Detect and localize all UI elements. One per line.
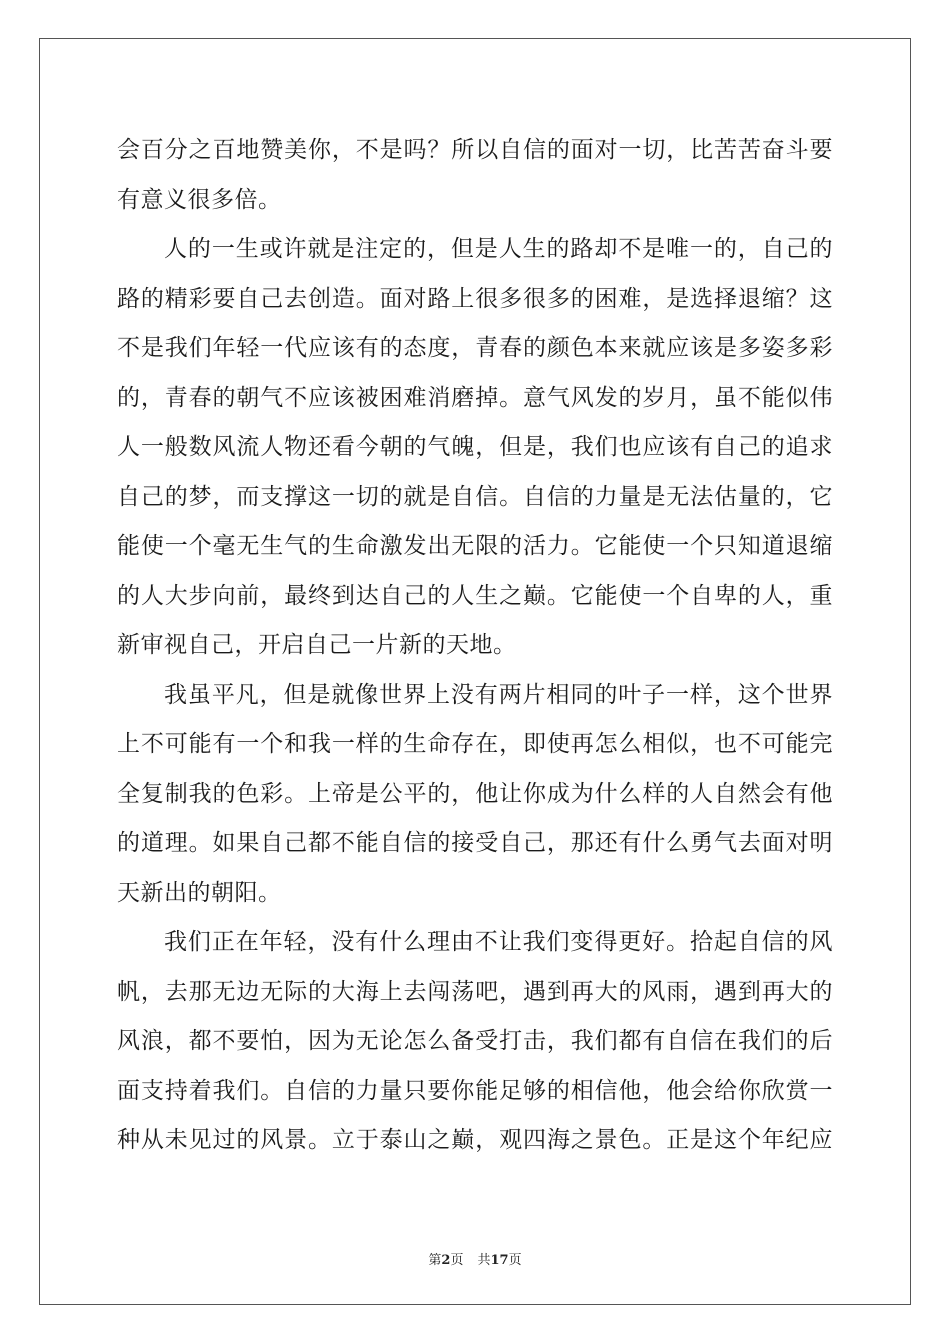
text-line: 风浪，都不要怕，因为无论怎么备受打击，我们都有自信在我们的后 bbox=[117, 1028, 833, 1054]
text-line: 面支持着我们。自信的力量只要你能足够的相信他，他会给你欣赏一 bbox=[117, 1077, 833, 1104]
text-line: 我虽平凡，但是就像世界上没有两片相同的叶子一样，这个世界 bbox=[164, 681, 833, 708]
text-line: 我们正在年轻，没有什么理由不让我们变得更好。拾起自信的风 bbox=[164, 929, 833, 955]
page-footer bbox=[0, 1249, 950, 1268]
page-prefix: 第 bbox=[428, 1253, 442, 1268]
text-line: 新审视自己，开启自己一片新的天地。 bbox=[117, 632, 517, 658]
text-line: 帆，去那无边无际的大海上去闯荡吧，遇到再大的风雨，遇到再大的 bbox=[117, 978, 833, 1005]
document-body bbox=[117, 126, 833, 1166]
page-number: 2 bbox=[441, 1253, 451, 1268]
text-line: 人的一生或许就是注定的，但是人生的路却不是唯一的，自己的 bbox=[164, 236, 833, 262]
text-line: 天新出的朝阳。 bbox=[117, 879, 282, 906]
total-prefix: 共 bbox=[477, 1253, 491, 1268]
total-suffix: 页 bbox=[508, 1253, 522, 1268]
text-line: 的，青春的朝气不应该被困难消磨掉。意气风发的岁月，虽不能似伟 bbox=[117, 384, 833, 411]
text-line: 的人大步向前，最终到达自己的人生之巅。它能使一个自卑的人，重 bbox=[117, 582, 833, 609]
text-line: 的道理。如果自己都不能自信的接受自己，那还有什么勇气去面对明 bbox=[117, 830, 833, 856]
text-line: 种从未见过的风景。立于泰山之巅，观四海之景色。正是这个年纪应 bbox=[117, 1127, 833, 1153]
text-line: 自己的梦，而支撑这一切的就是自信。自信的力量是无法估量的，它 bbox=[117, 483, 833, 510]
text-line: 有意义很多倍。 bbox=[117, 186, 282, 213]
text-line: 路的精彩要自己去创造。面对路上很多很多的困难，是选择退缩？这 bbox=[117, 285, 833, 312]
text-line: 上不可能有一个和我一样的生命存在，即使再怎么相似，也不可能完 bbox=[117, 731, 833, 757]
text-line: 能使一个毫无生气的生命激发出无限的活力。它能使一个只知道退缩 bbox=[117, 533, 833, 559]
text-line: 全复制我的色彩。上帝是公平的，他让你成为什么样的人自然会有他 bbox=[117, 780, 833, 807]
text-line: 会百分之百地赞美你，不是吗？所以自信的面对一切，比苦苦奋斗要 bbox=[117, 137, 833, 163]
total-pages: 17 bbox=[490, 1253, 509, 1268]
text-line: 不是我们年轻一代应该有的态度，青春的颜色本来就应该是多姿多彩 bbox=[117, 335, 833, 361]
text-line: 人一般数风流人物还看今朝的气魄，但是，我们也应该有自己的追求 bbox=[117, 434, 833, 460]
page-suffix: 页 bbox=[450, 1253, 464, 1268]
